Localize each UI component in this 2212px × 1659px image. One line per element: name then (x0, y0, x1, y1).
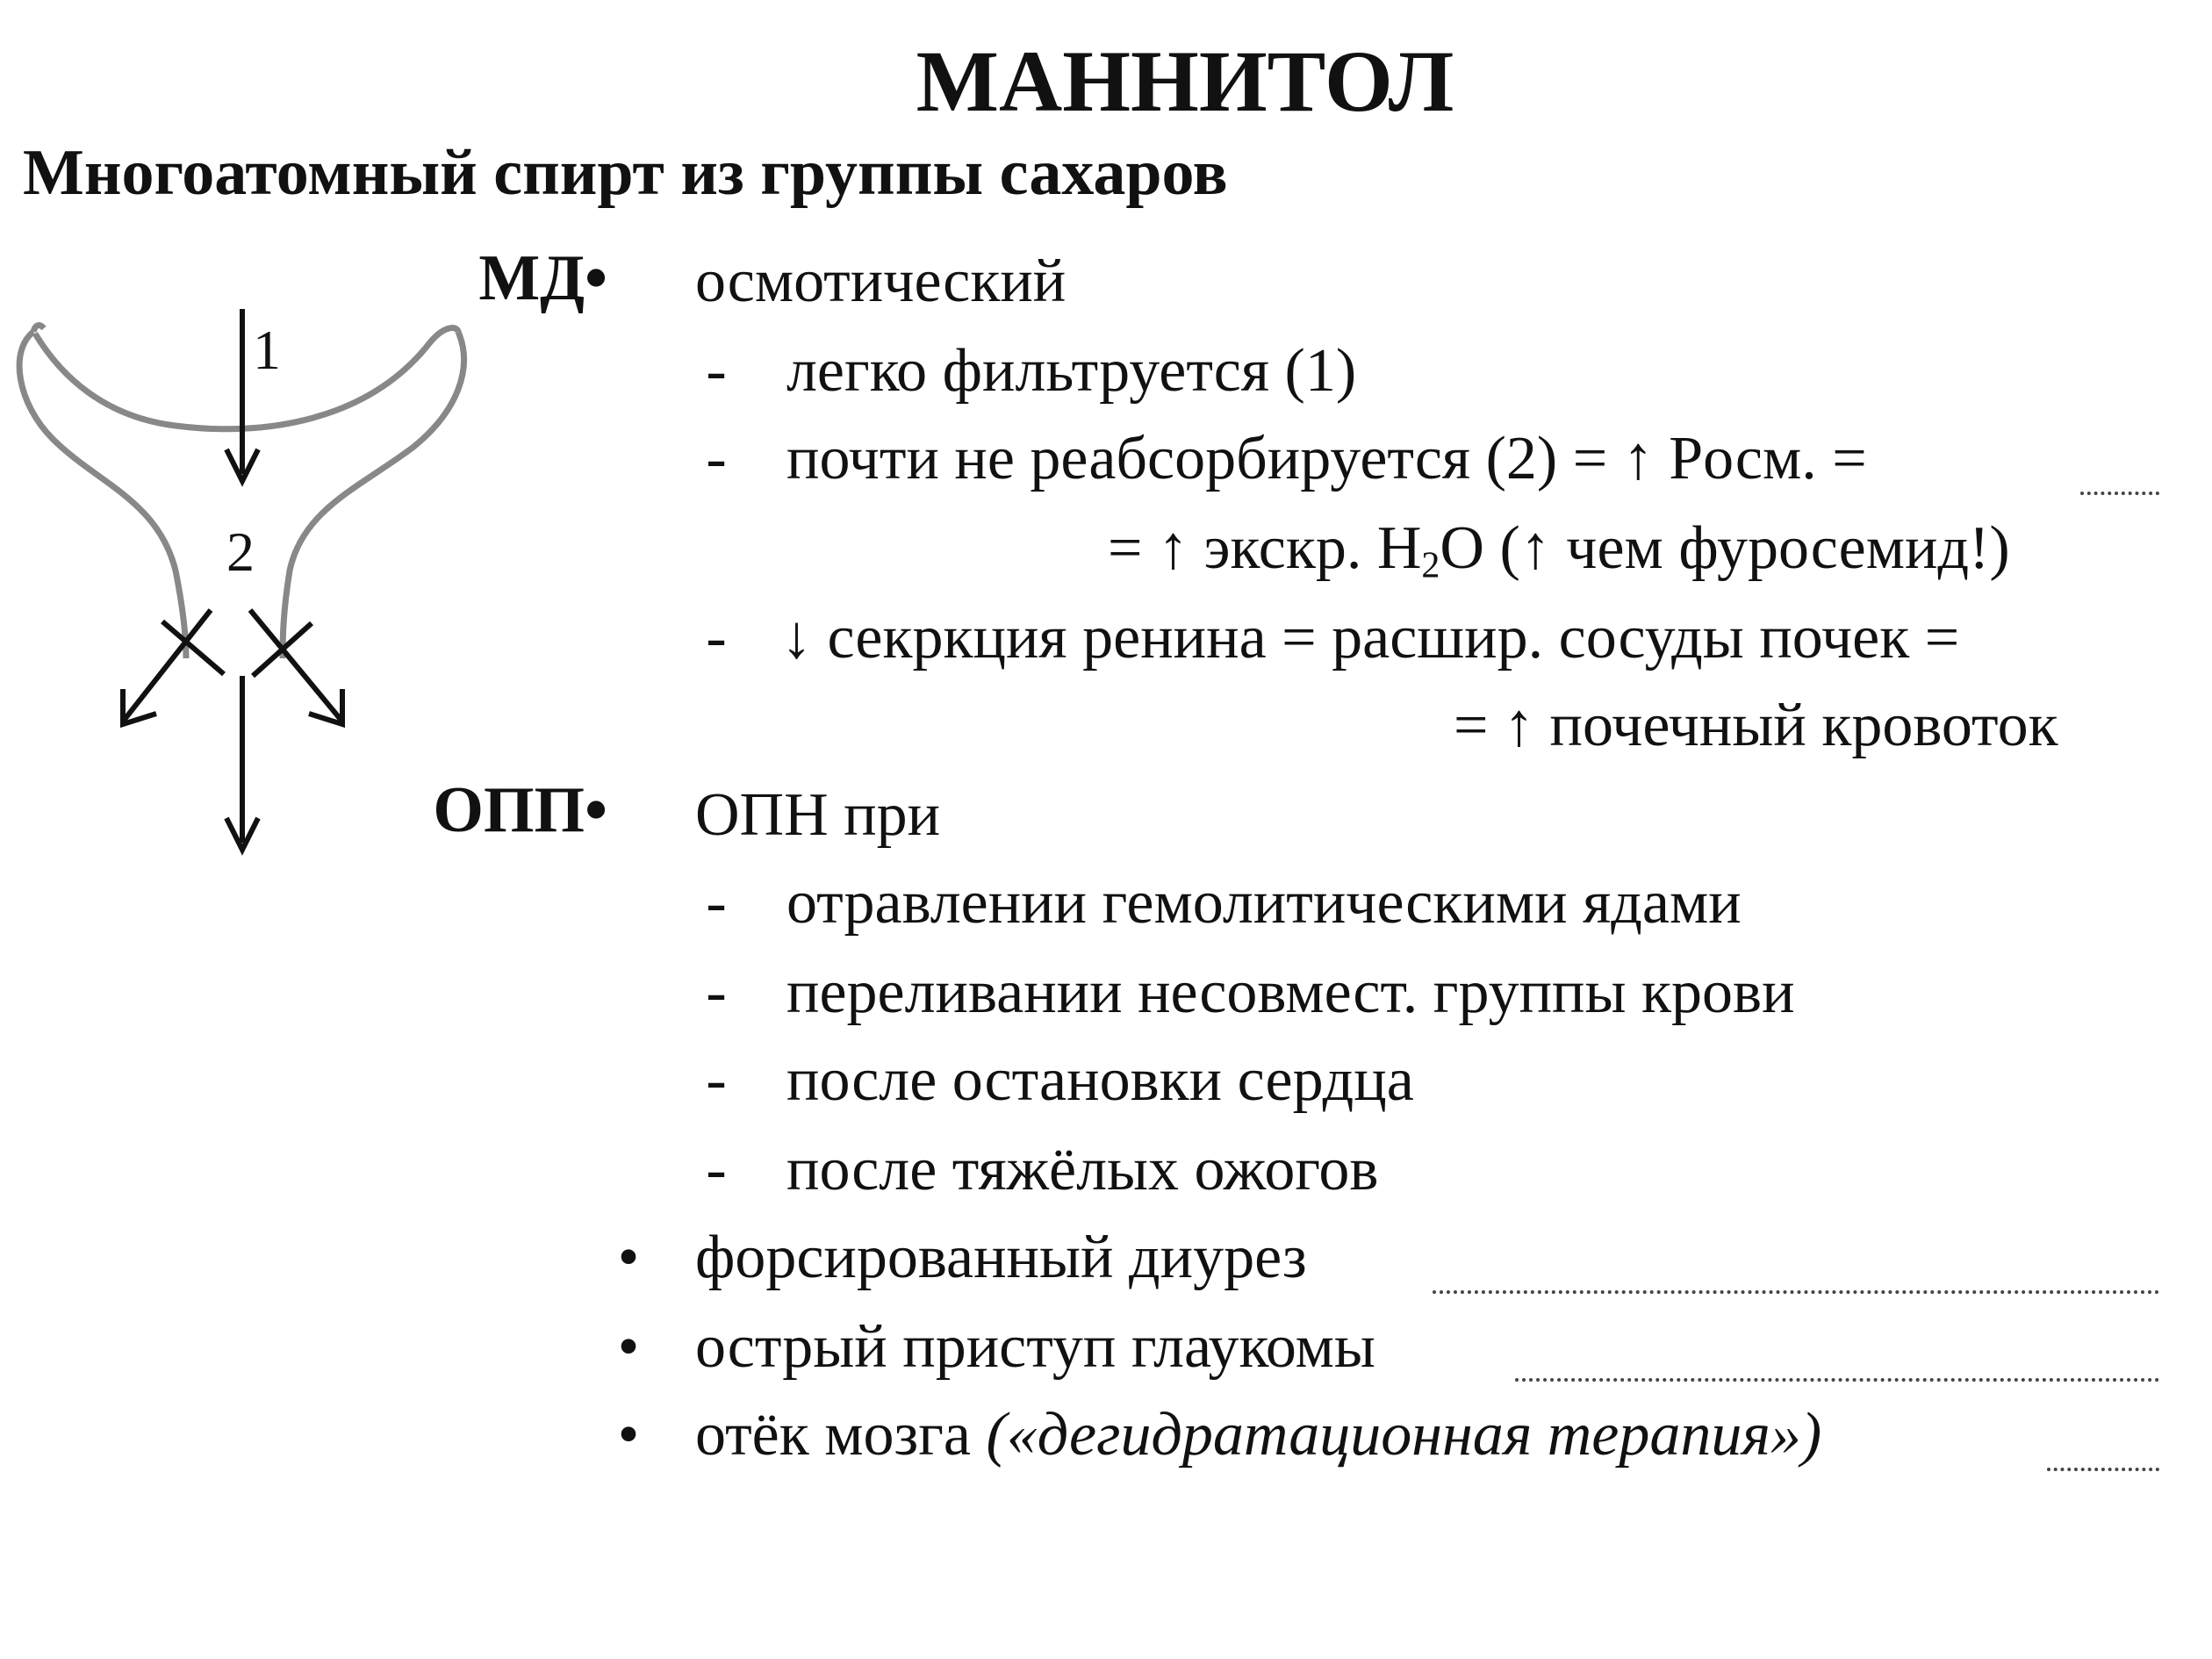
opp-sub-2: переливании несовмест. группы крови (786, 959, 1795, 1026)
capsule-outline (19, 332, 186, 658)
md-sub-2: почти не реабсорбируется (2) = ↑ Pосм. = (786, 425, 1867, 492)
md-dash-4: - (706, 604, 727, 672)
label-2: 2 (226, 521, 255, 583)
subtitle: Многоатомный спирт из группы сахаров (23, 137, 1228, 209)
fill-in-line-2 (1433, 1290, 2159, 1294)
md-dash-2: - (706, 425, 727, 492)
opp-dash-2: - (706, 959, 727, 1026)
section-label-opp: ОПП• (433, 774, 607, 846)
opp-dash-4: - (706, 1136, 727, 1203)
section-label-md: МД• (478, 242, 607, 314)
capsule-top (33, 326, 44, 332)
opp-bullet-2: • (617, 1313, 640, 1381)
capsule-inner (35, 328, 458, 429)
opp-dash-1: - (706, 869, 727, 937)
opp-sub-4: после тяжёлых ожогов (786, 1136, 1379, 1203)
capsule-outline-right (283, 332, 464, 658)
opp-bullet-text-2: острый приступ глаукомы (695, 1313, 1375, 1381)
opp-item: ОПН при (695, 781, 941, 849)
md-sub-3: = ↑ экскр. $H_2O$ (↑ чем фуросемид!) (1108, 514, 2010, 586)
md-item: осмотический (695, 248, 1066, 315)
opp-bullet-3: • (617, 1401, 640, 1469)
page-title: МАННИТОЛ (916, 32, 1454, 130)
opp-sub-1: отравлении гемолитическими ядами (786, 869, 1742, 937)
opp-bullet-1: • (617, 1224, 640, 1291)
fill-in-line-1 (2080, 492, 2159, 495)
fill-in-line-3 (1515, 1378, 2159, 1382)
opp-bullet-text-3: отёк мозга («дегидратационная терапия») (695, 1401, 1822, 1469)
opp-dash-3: - (706, 1046, 727, 1114)
md-sub-1: легко фильтруется (1) (786, 337, 1357, 405)
md-dash-1: - (706, 337, 727, 405)
opp-sub-3: после остановки сердца (786, 1046, 1414, 1114)
fill-in-line-4 (2047, 1468, 2159, 1471)
md-sub-5: = ↑ почечный кровоток (1454, 692, 2058, 759)
label-1: 1 (253, 319, 281, 381)
opp-bullet-text-1: форсированный диурез (695, 1224, 1307, 1291)
md-sub-4: ↓ секркция ренина = расшир. сосуды почек = (781, 604, 1960, 672)
